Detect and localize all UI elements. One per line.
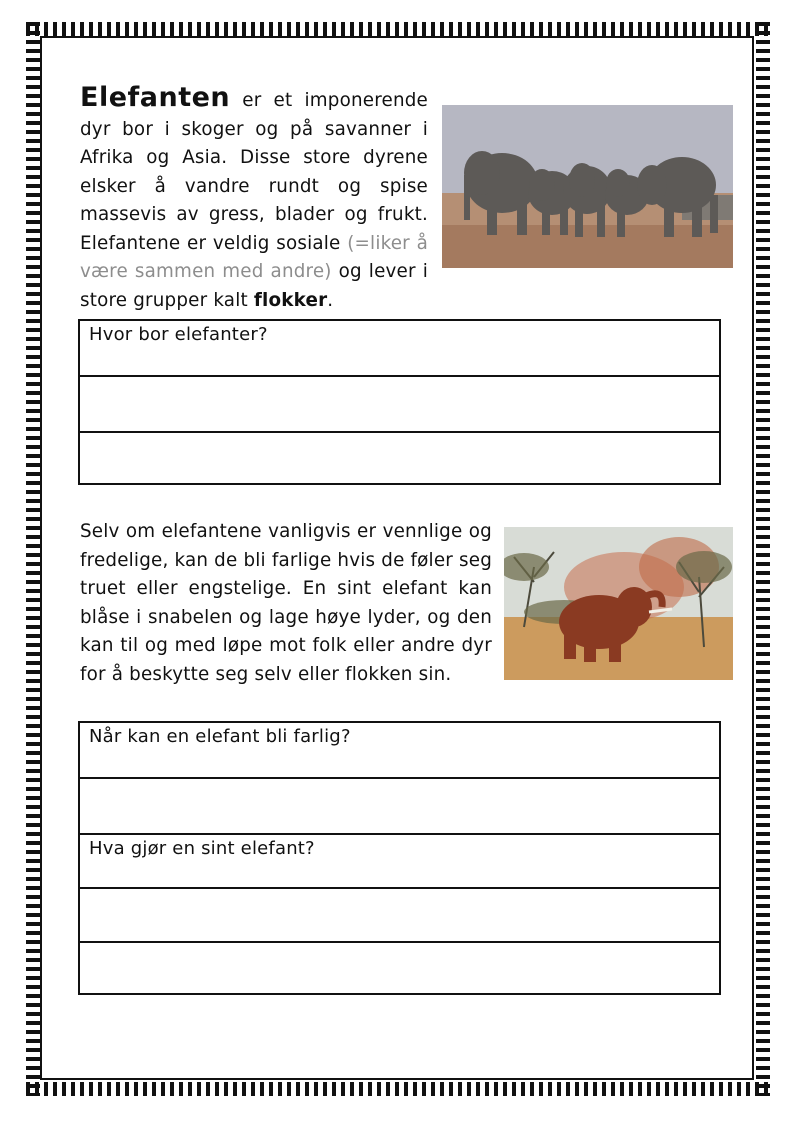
danger-paragraph: Selv om elefantene vanligvis er vennlige og fredelige, kan de bli farlige hvis de føler seg truet eller engstelige. En sint elefant kan blåse i snabelen og lage høye lyder, og den kan til og med løpe mot folk eller andre dyr for å beskytte seg selv eller flokken sin. bbox=[80, 521, 492, 685]
question-text: Hvor bor elefanter? bbox=[89, 324, 268, 345]
elephant-herd-photo bbox=[442, 105, 733, 268]
answer-row[interactable] bbox=[80, 889, 719, 943]
question-text: Når kan en elefant bli farlig? bbox=[89, 726, 351, 747]
page-border-bottom bbox=[26, 1082, 770, 1096]
question-row bbox=[80, 321, 719, 377]
page-border-top bbox=[26, 22, 770, 36]
question-table-1 bbox=[78, 319, 721, 485]
answer-row[interactable] bbox=[80, 779, 719, 835]
page-border-left bbox=[26, 22, 40, 1096]
question-row bbox=[80, 723, 719, 779]
page-border-right bbox=[756, 22, 770, 1096]
intro-text: er et imponerende dyr bor i skoger og på savanner i Afrika og Asia. Disse store dyrene elsker å vandre rundt og spise massevis av gress, blader og frukt. Elefantene er veldig sosiale bbox=[80, 90, 428, 254]
keyword-flokker: flokker bbox=[253, 289, 328, 311]
question-row bbox=[80, 835, 719, 889]
answer-row[interactable] bbox=[80, 943, 719, 993]
intro-text-cont: og lever i store grupper kalt bbox=[80, 261, 428, 311]
intro-text-end: . bbox=[327, 289, 334, 311]
question-table-2 bbox=[78, 721, 721, 995]
answer-row[interactable] bbox=[80, 433, 719, 483]
definition-note: (=liker å være sammen med andre) bbox=[80, 232, 428, 282]
angry-elephant-photo bbox=[504, 527, 733, 680]
question-text: Hva gjør en sint elefant? bbox=[89, 838, 315, 859]
worksheet-title: Elefanten bbox=[80, 82, 231, 113]
answer-row[interactable] bbox=[80, 377, 719, 433]
intro-paragraph bbox=[80, 84, 428, 315]
